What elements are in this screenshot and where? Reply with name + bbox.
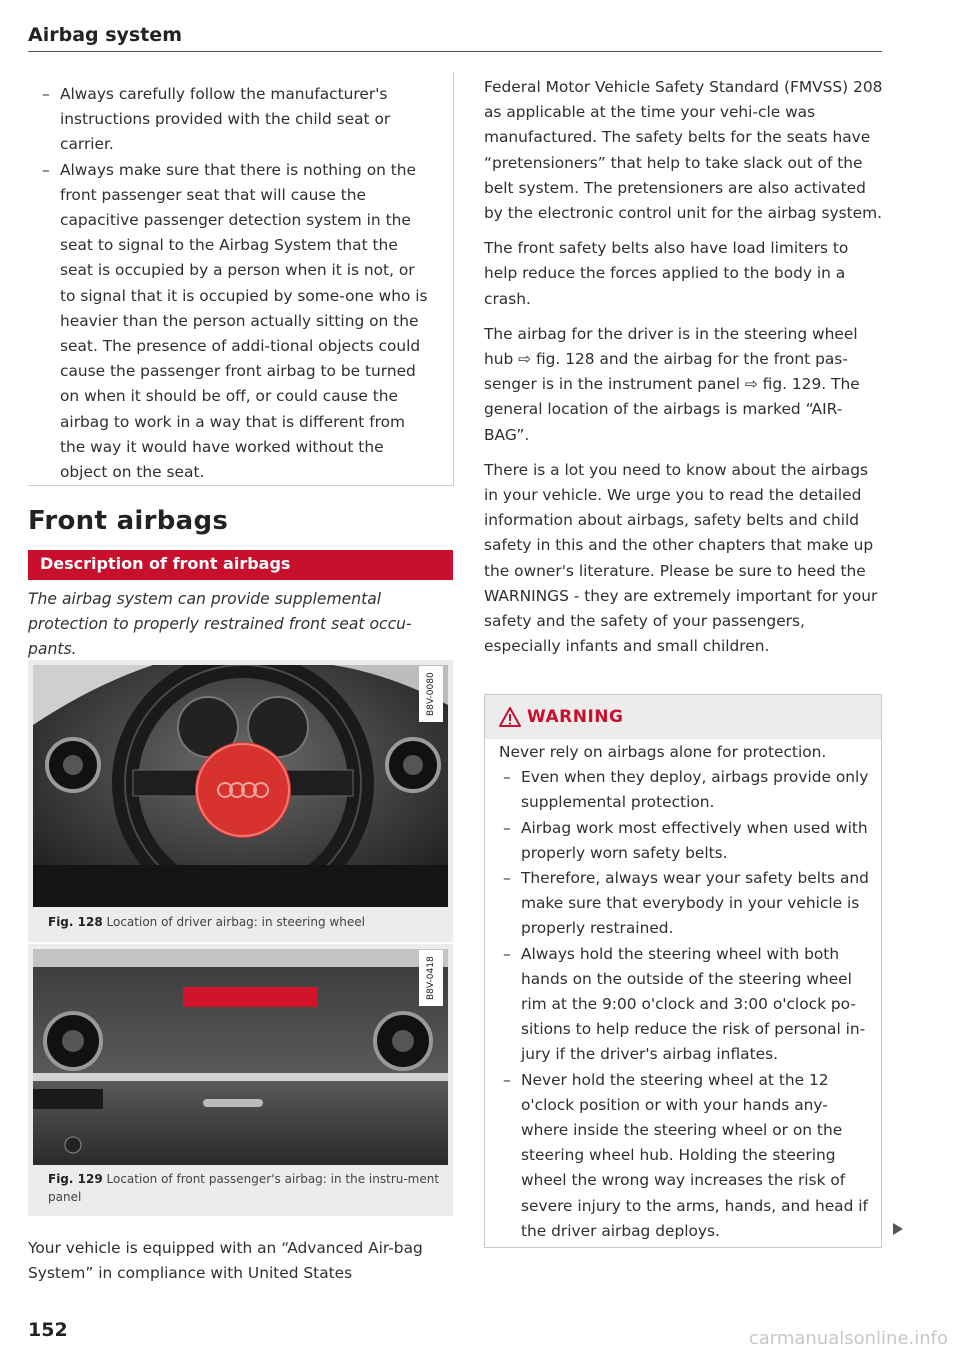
figure-caption-text: Location of front passenger's airbag: in the instru-ment panel xyxy=(48,1172,440,1204)
warning-header xyxy=(485,695,881,739)
header-rule xyxy=(28,51,882,52)
passenger-airbag-photo xyxy=(33,949,448,1165)
list-item: – Airbag work most effectively when used with properly worn safety belts. xyxy=(499,816,871,866)
warning-list xyxy=(499,765,871,1244)
continue-arrow-icon xyxy=(893,1223,903,1235)
child-seat-list xyxy=(38,82,430,485)
warning-triangle-icon xyxy=(499,707,521,727)
warning-title: WARNING xyxy=(527,707,624,727)
intro-text: The airbag system can provide supplemental protection to properly restrained front seat occu-pants. xyxy=(28,590,412,659)
page-number: 152 xyxy=(28,1319,68,1341)
paragraph: The airbag for the driver is in the steering wheel hub ⇨ fig. 128 and the airbag for the front pas-senger is in the instrument panel ⇨ fig. 129. The general location of the airbags is marked “AIR-BAG”. xyxy=(484,324,860,444)
list-item: – Never hold the steering wheel at the 12 o'clock position or with your hands any-where inside the steering wheel or on the steering wheel hub. Holding the steering wheel the wrong way increases the risk of severe injury to the arms, hands, and head if the driver airbag deploys. xyxy=(499,1068,871,1244)
right-body-text xyxy=(484,75,884,669)
left-body-text xyxy=(28,1236,453,1286)
paragraph: There is a lot you need to know about the airbags in your vehicle. We urge you to read the detailed information about airbags, safety belts and child safety in this and the other chapters that make up the owner's literature. Please be sure to heed the WARNINGS - they are extremely important for your safety and the safety of your passengers, especially infants and small children. xyxy=(484,460,878,656)
list-item: – Therefore, always wear your safety belts and make sure that everybody in your vehicle is properly restrained. xyxy=(499,866,871,942)
continued-warning-box xyxy=(28,72,454,486)
warning-body xyxy=(499,740,871,1244)
section-heading: Front airbags xyxy=(28,506,229,536)
list-item: – Always carefully follow the manufacturer's instructions provided with the child seat or carrier. xyxy=(38,82,430,158)
list-item: – Even when they deploy, airbags provide only supplemental protection. xyxy=(499,765,871,815)
figure-label: Fig. 128 xyxy=(48,915,103,929)
paragraph: Federal Motor Vehicle Safety Standard (FMVSS) 208 as applicable at the time your vehi-cle was manufactured. The safety belts for the seats have “pretensioners” that help to take slack out of the belt system. The pretensioners are also activated by the electronic control unit for the airbag system. xyxy=(484,78,883,223)
figure-caption xyxy=(48,1170,443,1206)
figure-caption-text: Location of driver airbag: in steering wheel xyxy=(106,915,365,929)
paragraph: Your vehicle is equipped with an “Advanced Air-bag System” in compliance with United States xyxy=(28,1239,423,1283)
list-item: – Always make sure that there is nothing on the front passenger seat that will cause the capacitive passenger detection system in the seat to signal to the Airbag System that the seat is occupied by a person when it is not, or to signal that it is occupied by some-one who is heavier than the person actually sitting on the seat. The presence of addi-tional objects could cause the passenger front airbag to be turned on when it should be off, or could cause the airbag to work in a way that is different from the way it would have worked without the object on the seat. xyxy=(38,158,430,486)
warning-lead: Never rely on airbags alone for protection. xyxy=(499,743,827,761)
driver-airbag-photo xyxy=(33,665,448,907)
warning-box xyxy=(484,694,882,1248)
figure-label: Fig. 129 xyxy=(48,1172,103,1186)
subsection-heading: Description of front airbags xyxy=(40,554,291,573)
list-item: – Always hold the steering wheel with both hands on the outside of the steering wheel rim at the 9:00 o'clock and 3:00 o'clock po-sitions to help reduce the risk of personal in-jury if the driver's airbag inflates. xyxy=(499,942,871,1068)
figure-code: B8V-0418 xyxy=(419,950,443,1006)
page-header-title: Airbag system xyxy=(28,24,182,46)
figure-code: B8V-0080 xyxy=(419,666,443,722)
subsection-bar xyxy=(28,550,453,580)
watermark: carmanualsonline.info xyxy=(748,1328,948,1349)
paragraph: The front safety belts also have load limiters to help reduce the forces applied to the body in a crash. xyxy=(484,239,849,308)
figure-128 xyxy=(28,660,453,942)
figure-caption xyxy=(48,913,365,931)
figure-129 xyxy=(28,944,453,1216)
